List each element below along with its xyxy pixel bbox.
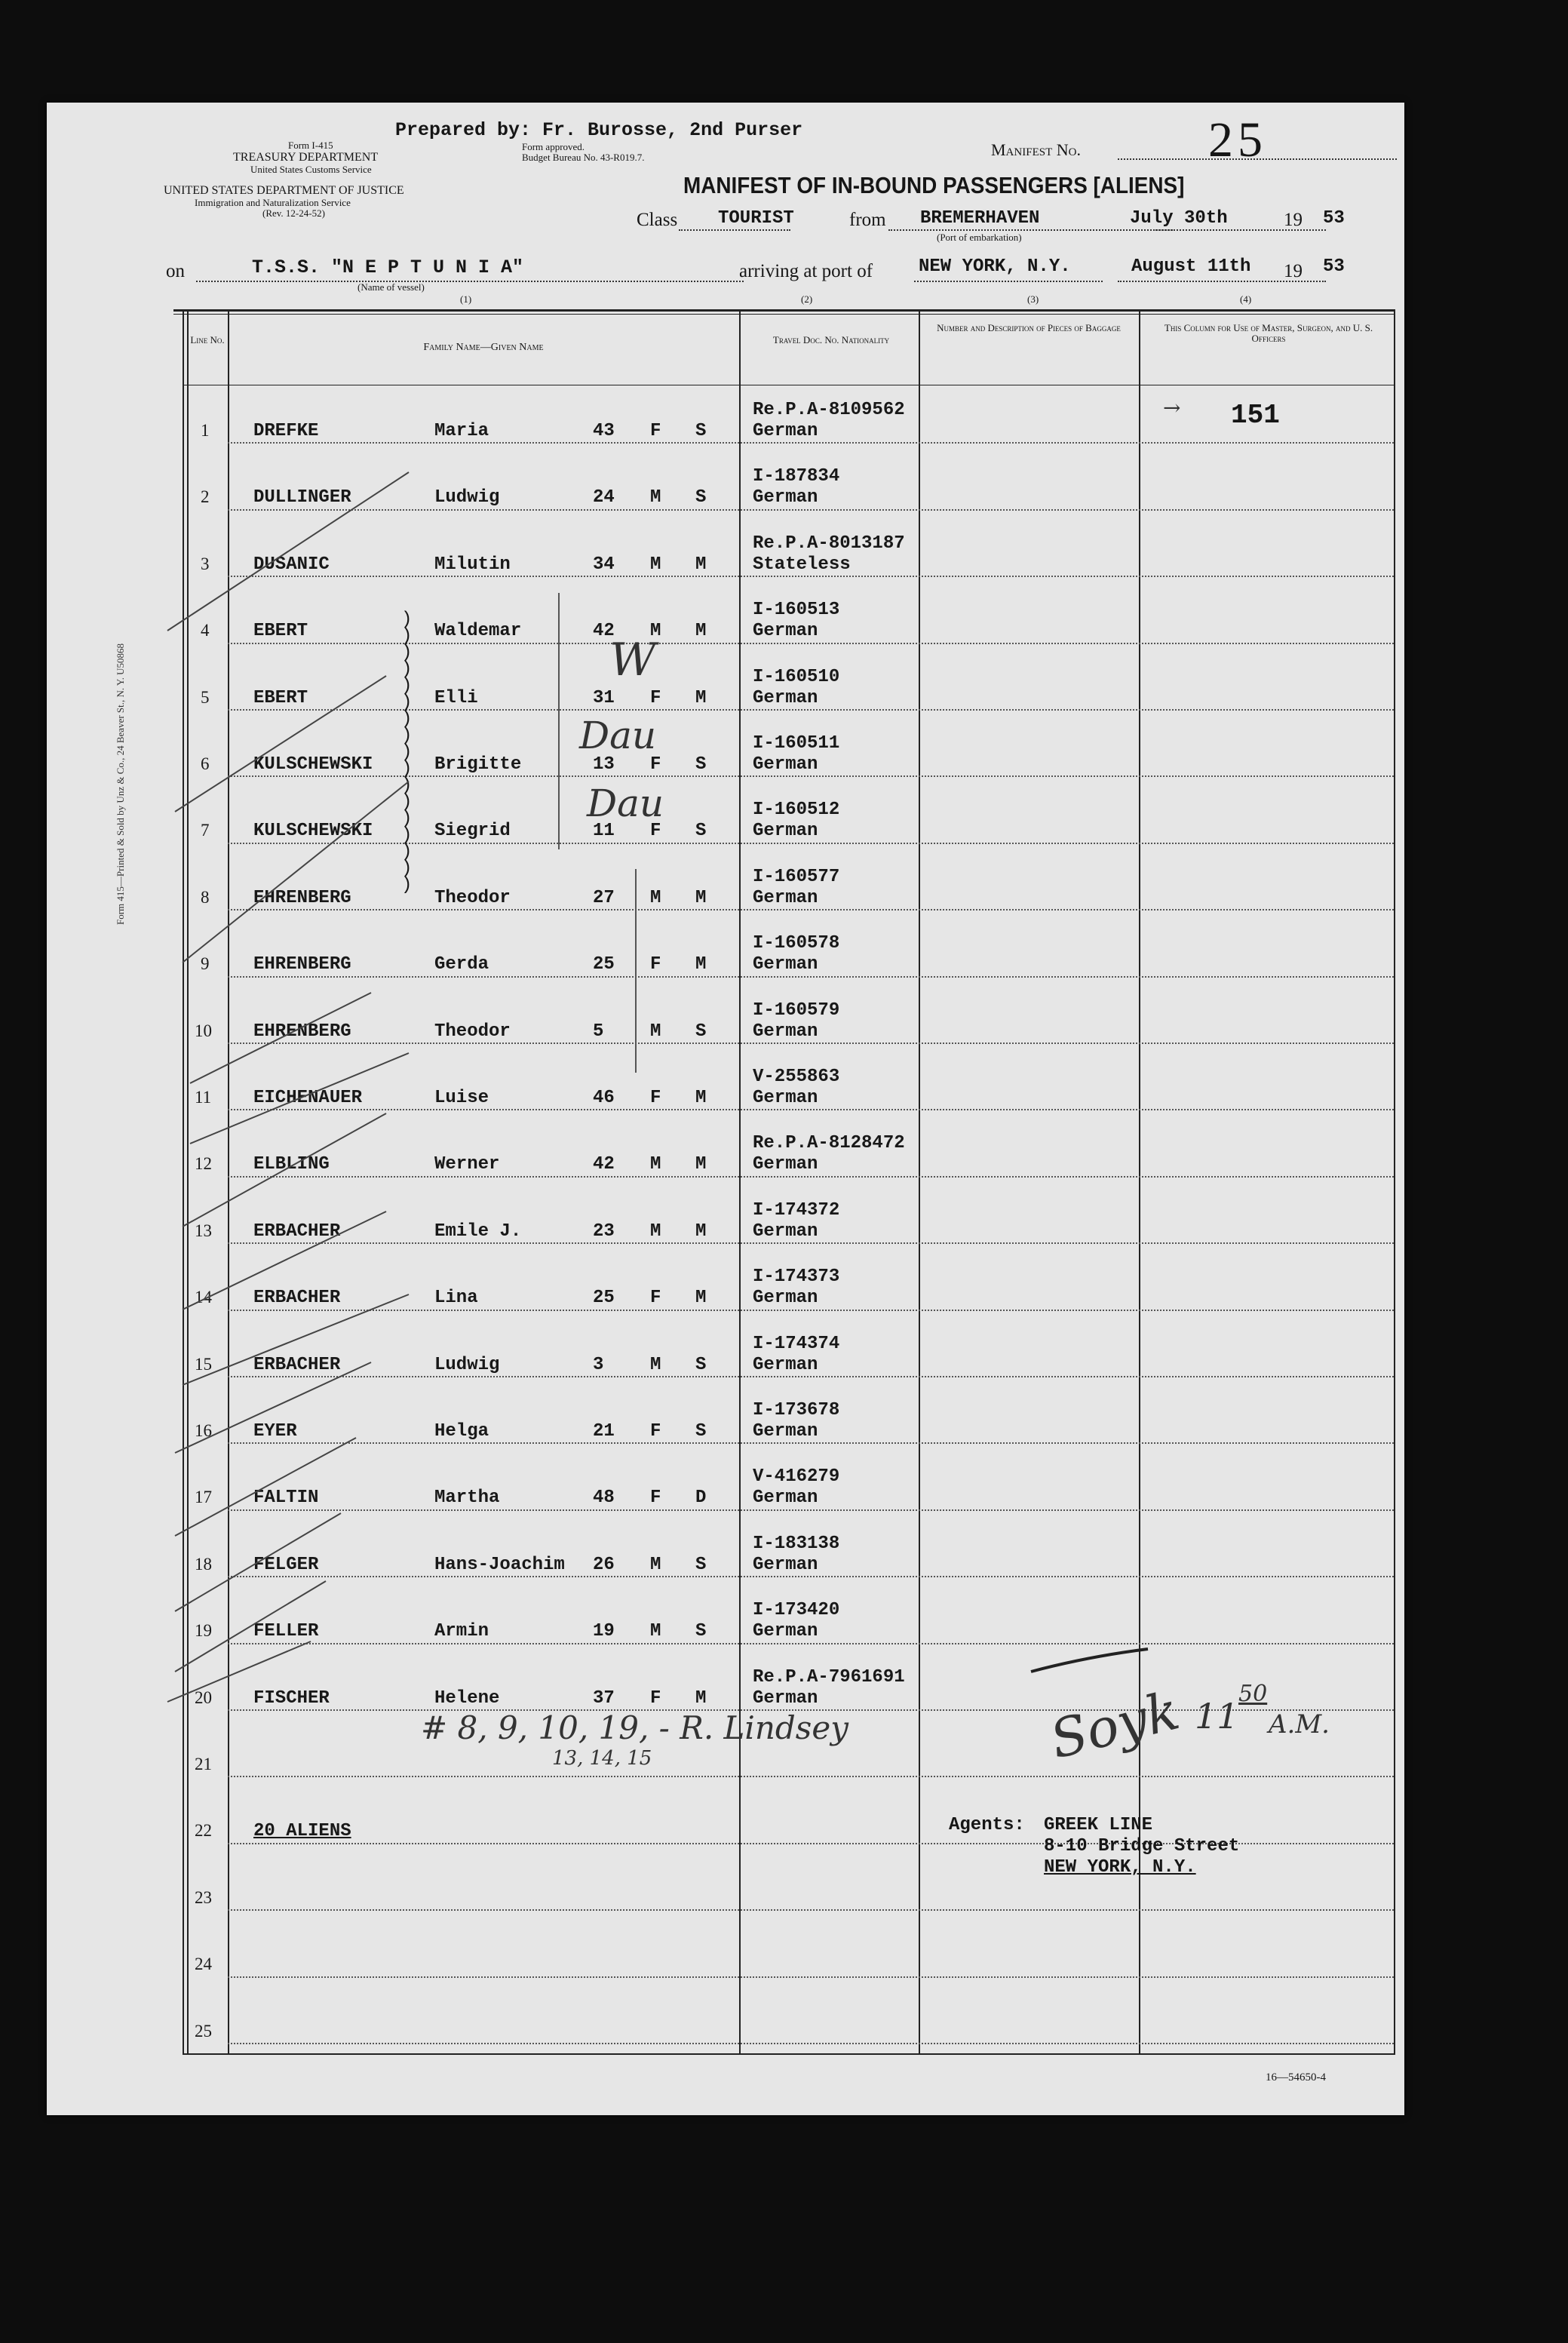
arrival-date: August 11th (1131, 256, 1251, 277)
marital-status: M (695, 1154, 707, 1175)
line-number: 24 (195, 1955, 212, 1974)
inspection-time-hour: 11 (1195, 1696, 1239, 1737)
col-header-officers: This Column for Use of Master, Surgeon, and U. S. Officers (1164, 322, 1373, 344)
nationality: German (753, 421, 818, 441)
given-name: Siegrid (434, 821, 511, 842)
family-name: EHRENBERG (253, 1021, 351, 1042)
travel-doc-number: I-174374 (753, 1333, 840, 1354)
marital-status: D (695, 1488, 707, 1509)
line-number: 7 (201, 821, 210, 840)
family-name: KULSCHEWSKI (253, 754, 373, 775)
inspection-time-min: 50 (1238, 1681, 1268, 1707)
col2-number: (2) (801, 293, 813, 305)
table-right-border (1394, 311, 1395, 2055)
travel-doc-number: I-160577 (753, 866, 840, 887)
row-divider (228, 1976, 1394, 1978)
sex: F (650, 1421, 661, 1442)
line-number: 15 (195, 1354, 212, 1374)
nationality: German (753, 621, 818, 642)
given-name: Ludwig (434, 1354, 500, 1375)
nationality: German (753, 1621, 818, 1642)
sex: F (650, 1288, 661, 1309)
nationality: German (753, 887, 818, 908)
marital-status: M (695, 1088, 707, 1108)
line-number: 11 (195, 1088, 212, 1107)
travel-doc-number: V-255863 (753, 1067, 840, 1087)
agents-label: Agents: (949, 1815, 1025, 1835)
daughter-mark-2: Dau (587, 782, 664, 825)
family-name: EHRENBERG (253, 887, 351, 908)
family-name: EYER (253, 1421, 297, 1442)
from-dots (888, 229, 1175, 231)
age: 43 (593, 421, 615, 441)
family-name: FELLER (253, 1621, 319, 1642)
table-top-border (173, 309, 1395, 312)
line-number: 19 (195, 1621, 212, 1641)
row-divider (228, 2043, 1394, 2044)
col3-number: (3) (1027, 293, 1039, 305)
sex: M (650, 887, 661, 908)
given-name: Helga (434, 1421, 489, 1442)
class-label: Class (637, 210, 678, 230)
nationality: German (753, 1554, 818, 1575)
marital-status: S (695, 1021, 707, 1042)
nationality: German (753, 1221, 818, 1242)
arrival-port-dots (914, 281, 1103, 282)
column-divider-doc (919, 311, 920, 2055)
sex: M (650, 487, 661, 508)
family-name: 20 ALIENS (253, 1821, 351, 1842)
nationality: German (753, 754, 818, 775)
sex: F (650, 954, 661, 975)
nationality: German (753, 1488, 818, 1509)
marital-status: S (695, 754, 707, 775)
form-code: 16—54650-4 (1266, 2071, 1326, 2084)
sex: M (650, 1354, 661, 1375)
age: 25 (593, 1288, 615, 1309)
line-number: 2 (201, 487, 210, 507)
given-name: Brigitte (434, 754, 522, 775)
treasury-dept: TREASURY DEPARTMENT (233, 151, 379, 164)
given-name: Theodor (434, 887, 511, 908)
line-number: 8 (201, 887, 210, 907)
age: 23 (593, 1221, 615, 1242)
family-name: ERBACHER (253, 1221, 341, 1242)
age: 37 (593, 1687, 615, 1709)
age: 5 (593, 1021, 604, 1042)
family-name: ERBACHER (253, 1288, 341, 1309)
col1-number: (1) (460, 293, 472, 305)
manifest-page (47, 103, 1404, 2115)
family-name: EICHENAUER (253, 1088, 363, 1108)
given-name: Ludwig (434, 487, 500, 508)
given-name: Milutin (434, 554, 511, 575)
family-group-line-2 (635, 869, 637, 1073)
family-name: DREFKE (253, 421, 319, 441)
revision-date: (Rev. 12-24-52) (262, 207, 325, 219)
depart-year: 53 (1323, 208, 1345, 229)
given-name: Emile J. (434, 1221, 522, 1242)
given-name: Lina (434, 1288, 478, 1309)
col-header-baggage: Number and Description of Pieces of Baggage (937, 322, 1121, 333)
column-divider-name (739, 311, 741, 2055)
class-value: TOURIST (718, 208, 794, 229)
age: 31 (593, 687, 615, 708)
nationality: German (753, 1154, 818, 1175)
agents-line-1: GREEK LINE (1044, 1815, 1153, 1835)
column-divider-baggage (1139, 311, 1140, 2055)
sex: F (650, 821, 661, 842)
sex: F (650, 1687, 661, 1709)
marital-status: M (695, 954, 707, 975)
col4-number: (4) (1240, 293, 1252, 305)
budget-bureau: Budget Bureau No. 43-R019.7. (522, 152, 645, 163)
inspector-note-sub: 13, 14, 15 (552, 1747, 652, 1770)
travel-doc-number: I-160512 (753, 800, 840, 821)
nationality: German (753, 1088, 818, 1108)
line-number: 12 (195, 1154, 212, 1174)
daughter-mark-1: Dau (579, 714, 657, 757)
sex: F (650, 421, 661, 441)
travel-doc-number: I-160579 (753, 1000, 840, 1021)
agents-line-2: 8-10 Bridge Street (1044, 1836, 1240, 1856)
given-name: Martha (434, 1488, 500, 1509)
given-name: Gerda (434, 954, 489, 975)
arriving-label: arriving at port of (739, 261, 873, 281)
sex: F (650, 1088, 661, 1108)
nationality: German (753, 687, 818, 708)
agents-line-3: NEW YORK, N.Y. (1044, 1857, 1196, 1878)
vessel-dots (196, 281, 744, 282)
marital-status: M (695, 687, 707, 708)
sex: M (650, 1221, 661, 1242)
marital-status: S (695, 1621, 707, 1642)
wife-mark: W (609, 634, 656, 686)
nationality: German (753, 1687, 818, 1709)
family-name: ELBLING (253, 1154, 330, 1175)
age: 11 (593, 821, 615, 842)
nationality: German (753, 1354, 818, 1375)
page-title: MANIFEST OF IN-BOUND PASSENGERS [ALIENS] (683, 172, 1185, 198)
sex: M (650, 1621, 661, 1642)
sex: M (650, 1154, 661, 1175)
nationality: German (753, 821, 818, 842)
marital-status: S (695, 421, 707, 441)
line-number: 5 (201, 687, 210, 707)
from-label: from (849, 210, 886, 230)
family-bracket: ) ) ) ) ) ) ) ) ) ) ) ) ) ) ) ) ) (401, 610, 413, 895)
travel-doc-number: I-160511 (753, 733, 840, 754)
travel-doc-number: I-174372 (753, 1199, 840, 1221)
nationality: German (753, 1288, 818, 1309)
travel-doc-number: I-183138 (753, 1533, 840, 1554)
given-name: Armin (434, 1621, 489, 1642)
travel-doc-number: I-160578 (753, 933, 840, 954)
travel-doc-number: I-160510 (753, 666, 840, 687)
row-divider (228, 1909, 1394, 1911)
travel-doc-number: I-174373 (753, 1267, 840, 1288)
family-name: EHRENBERG (253, 954, 351, 975)
arrow-mark: → (1163, 395, 1181, 420)
marital-status: S (695, 487, 707, 508)
col-header-name: Family Name—Given Name (423, 342, 544, 353)
age: 26 (593, 1554, 615, 1575)
sex: F (650, 754, 661, 775)
marital-status: S (695, 1354, 707, 1375)
vessel-name: T.S.S. "N E P T U N I A" (252, 256, 524, 278)
sex: M (650, 554, 661, 575)
sex: F (650, 1488, 661, 1509)
travel-doc-number: Re.P.A-7961691 (753, 1666, 905, 1687)
line-number: 20 (195, 1687, 212, 1707)
arrival-year: 53 (1323, 256, 1345, 277)
justice-dept: UNITED STATES DEPARTMENT OF JUSTICE (164, 184, 404, 197)
immigration-service: Immigration and Naturalization Service (195, 197, 351, 208)
given-name: Theodor (434, 1021, 511, 1042)
arrival-port: NEW YORK, N.Y. (919, 256, 1071, 277)
family-name: FISCHER (253, 1687, 330, 1709)
marital-status: S (695, 821, 707, 842)
line-number: 23 (195, 1887, 212, 1907)
marital-status: M (695, 1288, 707, 1309)
age: 42 (593, 621, 615, 642)
sex: F (650, 687, 661, 708)
line-number: 1 (201, 421, 210, 440)
family-name: EBERT (253, 687, 308, 708)
travel-doc-number: I-187834 (753, 466, 840, 487)
col-header-travel-doc: Travel Doc. No. Nationality (772, 334, 890, 345)
form-approved: Form approved. (522, 141, 585, 152)
line-number: 4 (201, 621, 210, 640)
age: 34 (593, 554, 615, 575)
sex: M (650, 1554, 661, 1575)
family-name: FELGER (253, 1554, 319, 1575)
age: 42 (593, 1154, 615, 1175)
arrival-year-prefix: 19 (1284, 261, 1303, 281)
inspector-note: # 8, 9, 10, 19, - R. Lindsey (421, 1709, 848, 1746)
marital-status: S (695, 1421, 707, 1442)
family-name: KULSCHEWSKI (253, 821, 373, 842)
family-name: EBERT (253, 621, 308, 642)
printer-imprint: Form 415—Printed & Sold by Unz & Co., 24 Beaver St., N. Y. U50868 (115, 643, 126, 925)
marital-status: M (695, 1687, 707, 1709)
line-number: 9 (201, 954, 210, 974)
given-name: Luise (434, 1088, 489, 1108)
checkmark-stroke (1027, 1641, 1163, 1679)
inspection-time-ampm: A.M. (1269, 1709, 1330, 1740)
given-name: Hans-Joachim (434, 1554, 565, 1575)
age: 13 (593, 754, 615, 775)
travel-doc-number: I-173678 (753, 1400, 840, 1420)
given-name: Maria (434, 421, 489, 441)
sex: M (650, 621, 661, 642)
marital-status: M (695, 621, 707, 642)
sex: M (650, 1021, 661, 1042)
marital-status: S (695, 1554, 707, 1575)
check-strokes (160, 389, 477, 1732)
family-name: FALTIN (253, 1488, 319, 1509)
given-name: Elli (434, 687, 478, 708)
line-number: 13 (195, 1221, 212, 1240)
line-number: 17 (195, 1488, 212, 1507)
depart-date: July 30th (1130, 208, 1228, 229)
form-number: Form I-415 (288, 140, 333, 151)
line-number: 10 (195, 1021, 212, 1040)
line-number: 21 (195, 1755, 212, 1773)
line-number: 18 (195, 1554, 212, 1574)
nationality: German (753, 954, 818, 975)
from-value: BREMERHAVEN (920, 208, 1040, 229)
travel-doc-number: Re.P.A-8013187 (753, 533, 905, 554)
vessel-label: (Name of vessel) (357, 281, 425, 293)
manifest-no-label: Manifest No. (991, 140, 1081, 159)
nationality: German (753, 1021, 818, 1042)
age: 21 (593, 1421, 615, 1442)
nationality: Stateless (753, 554, 851, 575)
travel-doc-number: V-416279 (753, 1466, 840, 1488)
on-label: on (166, 261, 185, 281)
given-name: Helene (434, 1687, 500, 1709)
line-number: 25 (195, 2021, 212, 2041)
col-header-line-no: Line No. (190, 334, 225, 345)
travel-doc-number: I-173420 (753, 1600, 840, 1621)
manifest-no: 25 (1208, 112, 1267, 167)
family-name: DULLINGER (253, 487, 351, 508)
nationality: German (753, 1421, 818, 1442)
line-number: 22 (195, 1821, 212, 1841)
given-name: Waldemar (434, 621, 522, 642)
class-dots (679, 229, 790, 231)
age: 19 (593, 1621, 615, 1642)
travel-doc-number: Re.P.A-8128472 (753, 1133, 905, 1154)
given-name: Werner (434, 1154, 500, 1175)
customs-service: United States Customs Service (250, 164, 372, 175)
age: 25 (593, 954, 615, 975)
family-name: DUSANIC (253, 554, 330, 575)
line-number: 6 (201, 754, 210, 773)
age: 48 (593, 1488, 615, 1509)
travel-doc-number: I-160513 (753, 600, 840, 621)
inspector-signature: Soyk (1044, 1679, 1186, 1771)
port-embarkation-label: (Port of embarkation) (937, 232, 1022, 243)
age: 27 (593, 887, 615, 908)
line-number: 14 (195, 1288, 212, 1307)
marital-status: M (695, 887, 707, 908)
nationality: German (753, 487, 818, 508)
depart-year-prefix: 19 (1284, 210, 1303, 230)
line-number: 16 (195, 1421, 212, 1440)
marital-status: M (695, 554, 707, 575)
row-divider (228, 1776, 1394, 1777)
prepared-by: Prepared by: Fr. Burosse, 2nd Purser (395, 119, 803, 141)
travel-doc-number: Re.P.A-8109562 (753, 400, 905, 420)
family-group-line (558, 593, 560, 849)
marital-status: M (695, 1221, 707, 1242)
officer-number-151: 151 (1231, 400, 1280, 431)
family-name: ERBACHER (253, 1354, 341, 1375)
age: 46 (593, 1088, 615, 1108)
table-top-border-inner (173, 314, 1395, 315)
age: 24 (593, 487, 615, 508)
table-bottom-border (183, 2053, 1395, 2055)
line-number: 3 (201, 554, 210, 573)
age: 3 (593, 1354, 604, 1375)
